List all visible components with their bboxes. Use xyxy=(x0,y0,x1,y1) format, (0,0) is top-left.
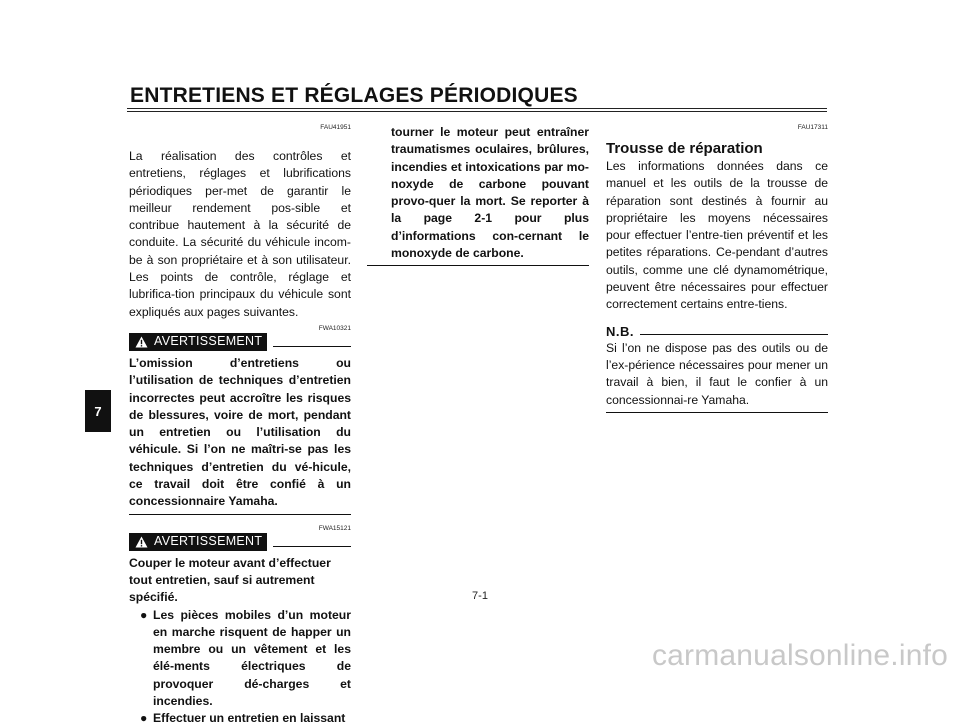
column-3 xyxy=(606,124,828,423)
bullet-text: Les pièces mobiles d’un moteur en marche risquent de happer un membre ou un vêtement et les élé-ments électriques de provoquer dé-charges et incendies. xyxy=(153,607,351,709)
watermark: carmanualsonline.info xyxy=(651,639,948,672)
bullet-icon: ● xyxy=(140,711,148,726)
warning-continuation: tourner le moteur peut entraîner traumatismes oculaires, brûlures, incendies et intoxications par mo-noxyde de carbone pouvant provo-quer la mort. Se reporter à la page 2-1 pour plus d’informations con-cernant le monoxyde de carbone. xyxy=(391,125,589,261)
page-number: 7-1 xyxy=(472,590,488,602)
list-item xyxy=(129,607,351,711)
section-title: Trousse de réparation xyxy=(606,140,763,157)
warning-badge xyxy=(129,333,267,351)
warning-label: AVERTISSEMENT xyxy=(154,533,263,548)
warning-label: AVERTISSEMENT xyxy=(154,334,263,349)
reference-code: FAU41951 xyxy=(320,124,351,131)
reference-code: FWA15121 xyxy=(318,524,351,532)
page-title: ENTRETIENS ET RÉGLAGES PÉRIODIQUES xyxy=(130,84,578,107)
column-2 xyxy=(367,124,589,276)
note-end-rule xyxy=(606,412,828,413)
bullet-text: Effectuer un entretien en laissant xyxy=(153,711,346,726)
note-text: Si l’on ne dispose pas des outils ou de l’ex-périence nécessaires pour mener un travail à bien, il faut le confier à un concessionnai-re Yamaha. xyxy=(606,340,828,407)
reference-code: FWA10321 xyxy=(318,324,351,332)
warning-intro: Couper le moteur avant d’effectuer tout entretien, sauf si autrement spécifié. xyxy=(129,555,331,605)
warning-end-rule xyxy=(129,514,351,515)
reference-code: FAU17311 xyxy=(797,124,828,131)
title-rule xyxy=(127,108,827,112)
chapter-tab: 7 xyxy=(85,390,111,432)
note-header-rule xyxy=(640,334,828,335)
warning-header-rule xyxy=(273,346,351,347)
warning-header-rule xyxy=(273,546,351,547)
warning-triangle-icon xyxy=(135,536,148,548)
warning-header xyxy=(129,533,351,551)
warning-text: L’omission d’entretiens ou l’utilisation de techniques d’entretien incorrectes peut accroître les risques de blessures, voire de mort, pendant un entretien ou l’utilisation du véhicule. Si l’on ne maîtri-se pas les techniques d’entretien du vé-hicule, ce travail doit être confié à un concessionnaire Yamaha. xyxy=(129,355,351,509)
warning-triangle-icon xyxy=(135,336,148,348)
section-body: Les informations données dans ce manuel et les outils de la trousse de réparation sont destinés à fournir au propriétaire les moyens nécessaires pour effectuer l’entre-tien préventif et les petites réparations. Ce-pendant d’autres outils, comme une clé dynamométrique, peuvent être nécessaires pour effectuer correctement certains entre-tiens. xyxy=(606,159,828,312)
intro-paragraph: La réalisation des contrôles et entretiens, réglages et lubrifications périodiques per-met de garantir le meilleur rendement pos-sible et contribue hautement à la sécurité de conduite. La sécurité du véhicule incom-be à son propriétaire et à son utilisateur. Les points de contrôle, réglage et lubrifica-tion principaux du véhicule sont expliqués aux pages suivantes. xyxy=(129,149,351,319)
warning-badge xyxy=(129,533,267,551)
column-1 xyxy=(129,124,351,728)
warning-end-rule xyxy=(367,265,589,266)
warning-header xyxy=(129,333,351,351)
note-label: N.B. xyxy=(606,324,634,340)
list-item xyxy=(129,710,351,727)
note-header xyxy=(606,324,828,340)
bullet-icon: ● xyxy=(140,607,148,622)
